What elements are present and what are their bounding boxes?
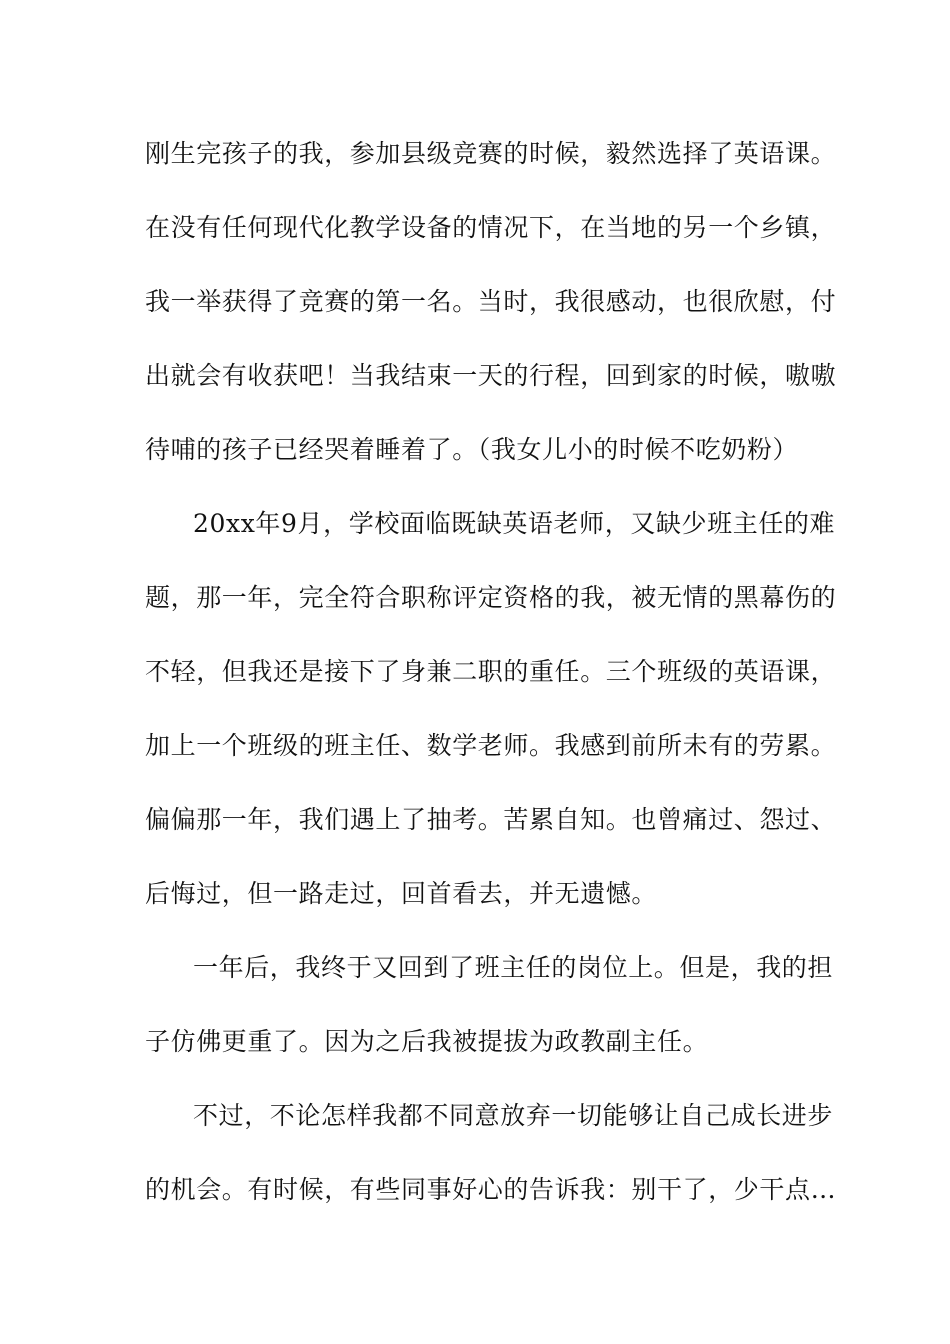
text-line: 刚生完孩子的我，参加县级竞赛的时候，毅然选择了英语课。 — [145, 139, 837, 168]
text-line: 出就会有收获吧！当我结束一天的行程，回到家的时候，嗷嗷 — [145, 361, 837, 390]
text-line: 题，那一年，完全符合职称评定资格的我，被无情的黑幕伤的 — [145, 583, 837, 612]
paragraph-first-line: 不过，不论怎样我都不同意放弃一切能够让自己成长进步 — [193, 1101, 834, 1130]
paragraph-first-line: 20xx年9月，学校面临既缺英语老师，又缺少班主任的难 — [193, 509, 836, 538]
text-line: 加上一个班级的班主任、数学老师。我感到前所未有的劳累。 — [145, 731, 837, 760]
text-line: 子仿佛更重了。因为之后我被提拔为政教副主任。 — [145, 1027, 709, 1056]
paragraph-first-line: 一年后，我终于又回到了班主任的岗位上。但是，我的担 — [193, 953, 834, 982]
text-line: 在没有任何现代化教学设备的情况下，在当地的另一个乡镇， — [145, 213, 837, 242]
text-line: 我一举获得了竞赛的第一名。当时，我很感动，也很欣慰，付 — [145, 287, 837, 316]
text-line: 的机会。有时候，有些同事好心的告诉我：别干了，少干点… — [145, 1175, 837, 1204]
text-line: 偏偏那一年，我们遇上了抽考。苦累自知。也曾痛过、怨过、 — [145, 805, 837, 834]
text-line: 待哺的孩子已经哭着睡着了。（我女儿小的时候不吃奶粉） — [145, 435, 799, 464]
text-line: 后悔过，但一路走过，回首看去，并无遗憾。 — [145, 879, 658, 908]
text-line: 不轻，但我还是接下了身兼二职的重任。三个班级的英语课， — [145, 657, 837, 686]
